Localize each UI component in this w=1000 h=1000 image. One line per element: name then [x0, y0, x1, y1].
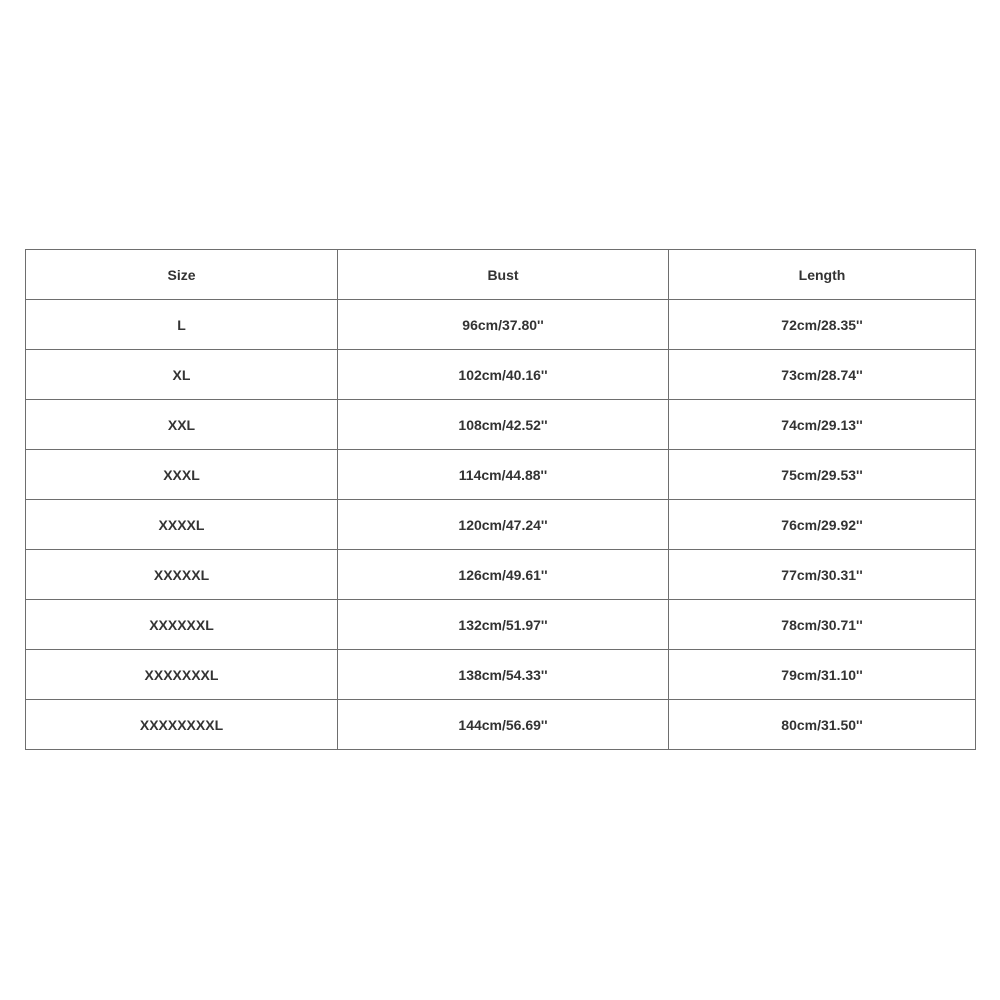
length-cell: 76cm/29.92''	[669, 500, 976, 550]
table-row	[26, 650, 976, 700]
bust-cell: 126cm/49.61''	[338, 550, 669, 600]
size-cell: XXXXXXXXL	[26, 700, 338, 750]
length-cell: 80cm/31.50''	[669, 700, 976, 750]
size-cell: L	[26, 300, 338, 350]
header-size: Size	[26, 250, 338, 300]
table-row	[26, 600, 976, 650]
size-cell: XXL	[26, 400, 338, 450]
length-cell: 74cm/29.13''	[669, 400, 976, 450]
header-bust: Bust	[338, 250, 669, 300]
bust-cell: 138cm/54.33''	[338, 650, 669, 700]
table-row	[26, 400, 976, 450]
bust-cell: 108cm/42.52''	[338, 400, 669, 450]
length-cell: 77cm/30.31''	[669, 550, 976, 600]
bust-cell: 114cm/44.88''	[338, 450, 669, 500]
bust-cell: 96cm/37.80''	[338, 300, 669, 350]
table-row	[26, 700, 976, 750]
size-cell: XXXXXL	[26, 550, 338, 600]
bust-cell: 120cm/47.24''	[338, 500, 669, 550]
size-cell: XXXL	[26, 450, 338, 500]
bust-cell: 144cm/56.69''	[338, 700, 669, 750]
bust-cell: 132cm/51.97''	[338, 600, 669, 650]
length-cell: 79cm/31.10''	[669, 650, 976, 700]
table-row	[26, 300, 976, 350]
table-row	[26, 500, 976, 550]
table-header-row	[26, 250, 976, 300]
size-cell: XXXXL	[26, 500, 338, 550]
table-row	[26, 450, 976, 500]
bust-cell: 102cm/40.16''	[338, 350, 669, 400]
size-cell: XXXXXXL	[26, 600, 338, 650]
length-cell: 73cm/28.74''	[669, 350, 976, 400]
size-cell: XL	[26, 350, 338, 400]
size-cell: XXXXXXXL	[26, 650, 338, 700]
length-cell: 78cm/30.71''	[669, 600, 976, 650]
length-cell: 72cm/28.35''	[669, 300, 976, 350]
header-length: Length	[669, 250, 976, 300]
length-cell: 75cm/29.53''	[669, 450, 976, 500]
table-row	[26, 350, 976, 400]
size-chart-table	[25, 249, 976, 750]
table-row	[26, 550, 976, 600]
